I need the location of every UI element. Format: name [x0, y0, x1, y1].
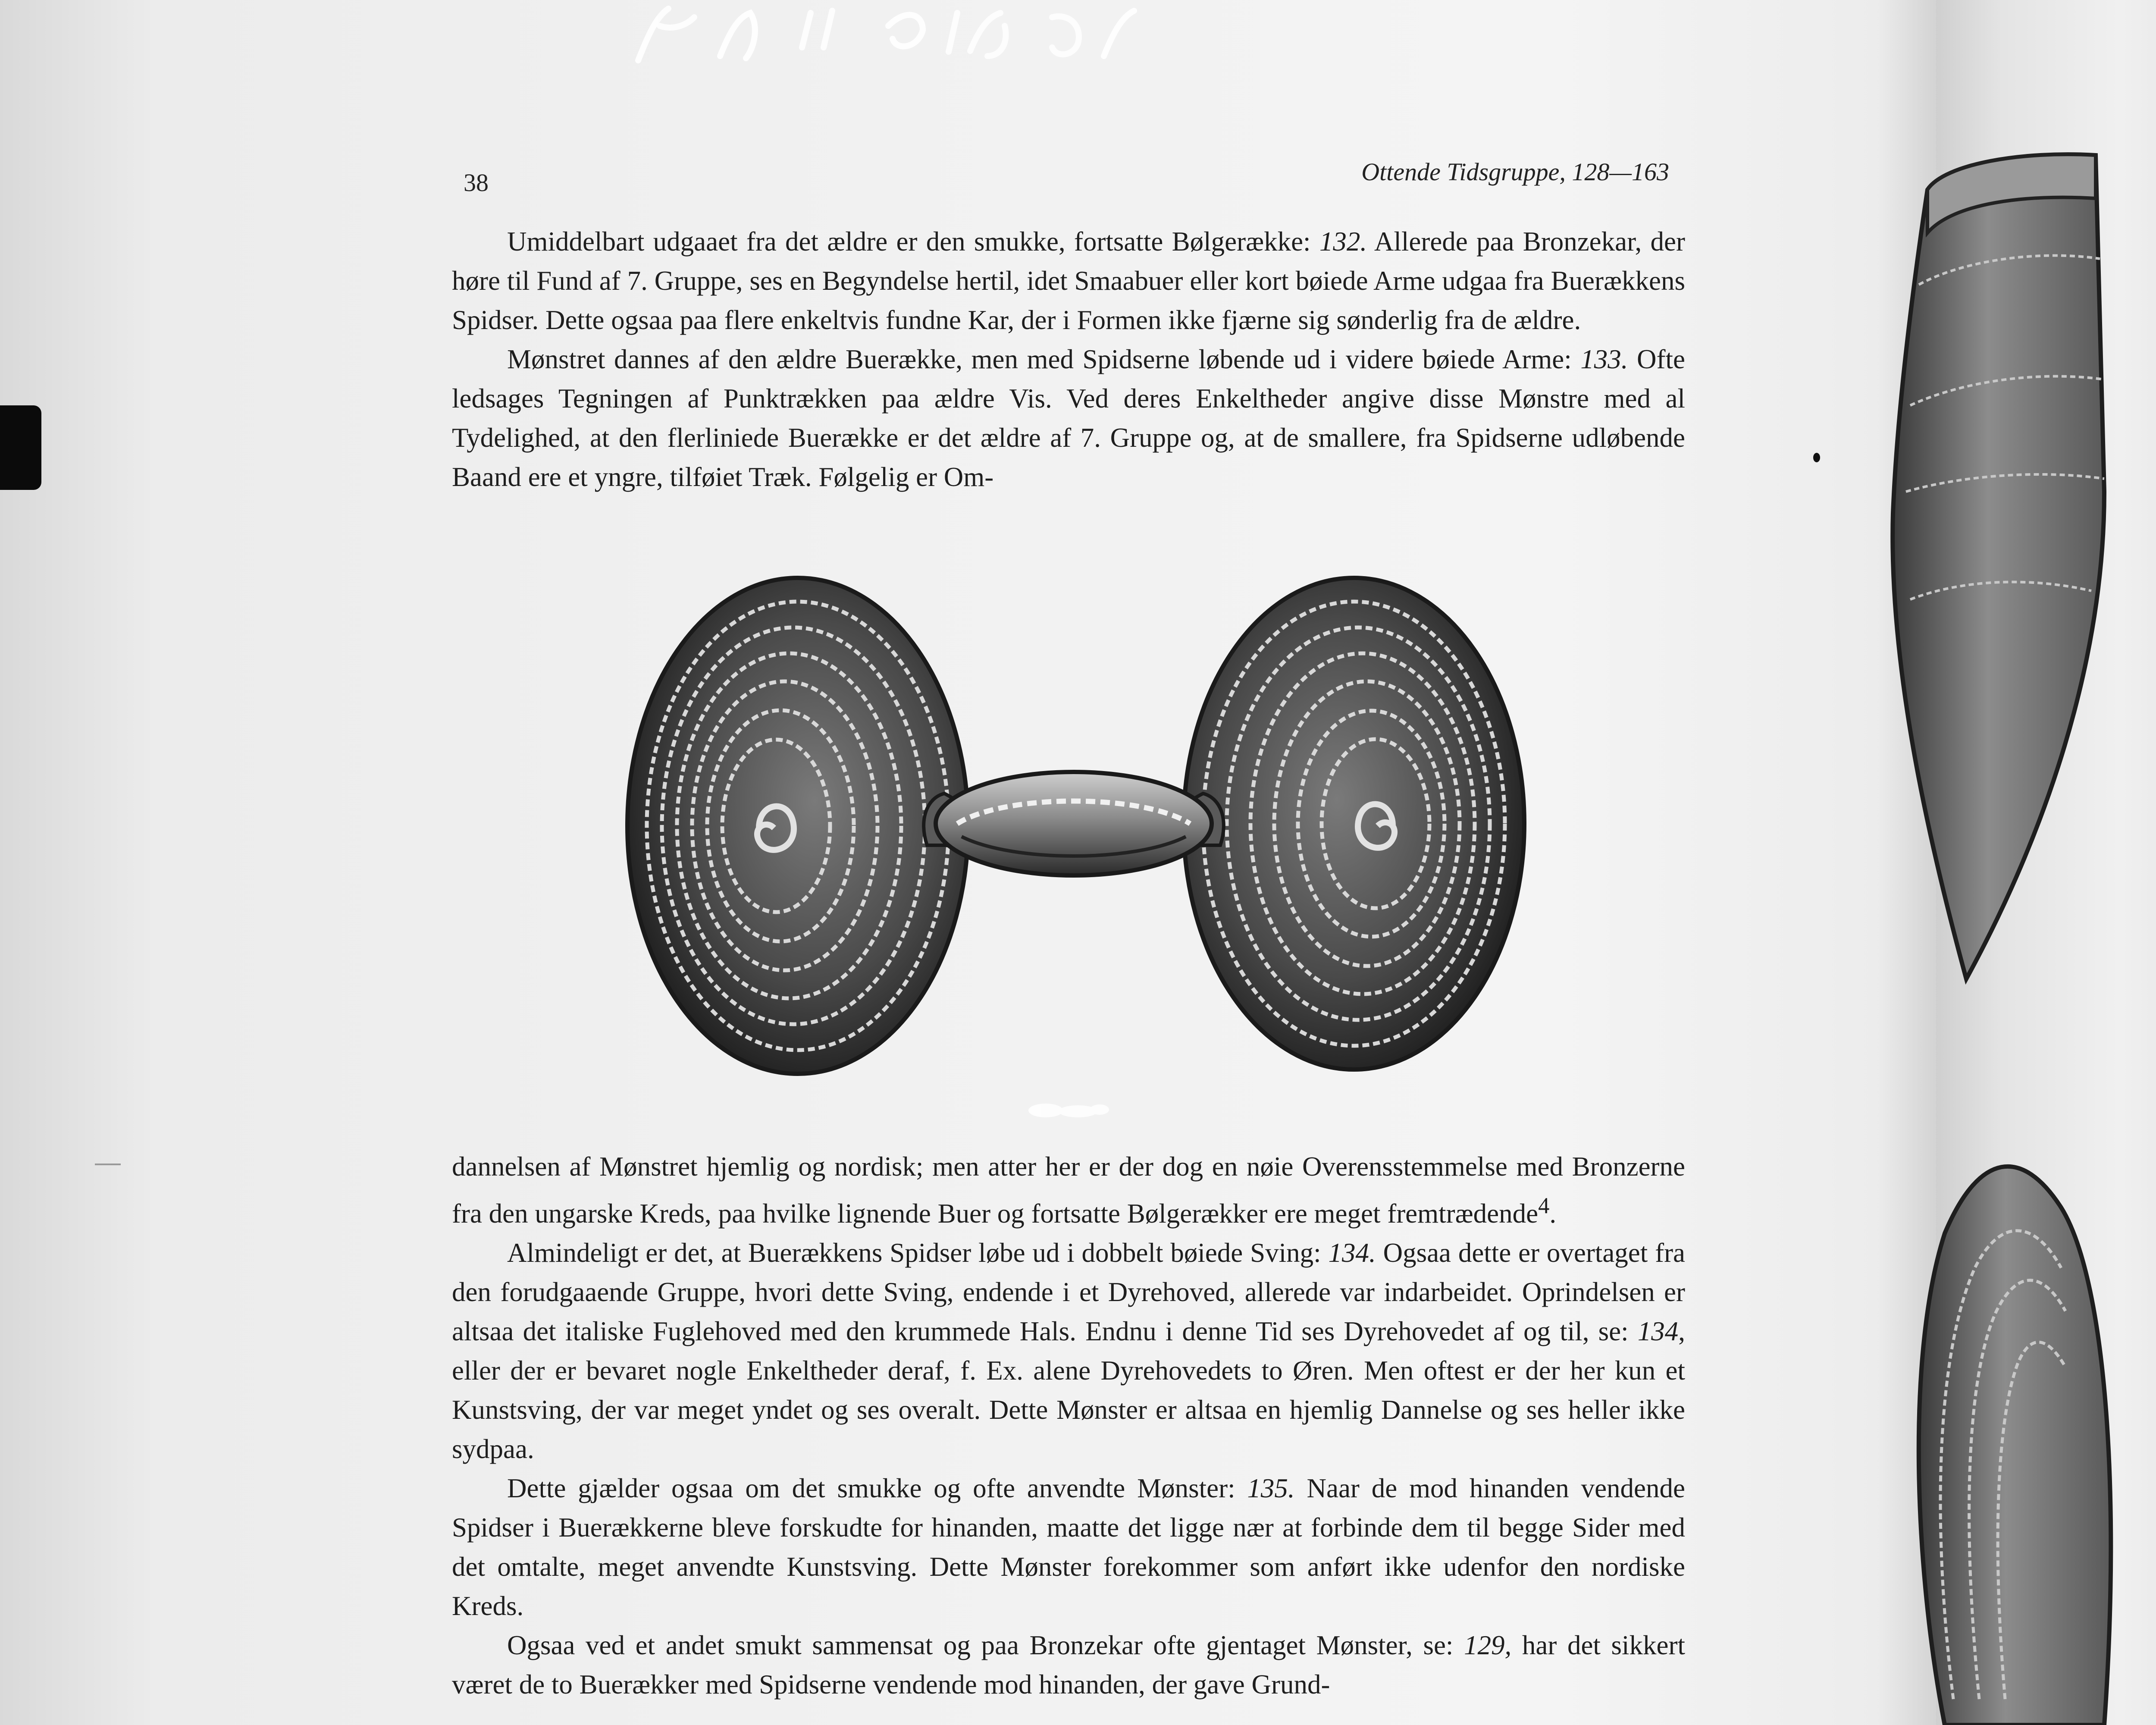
paragraph-text: , eller der er bevaret nogle Enkeltheder deraf, f. Ex. alene Dyrehovedets to Øren. Men oftest er der her kun et Kunstsving, der var meget yndet og ses overalt. Dette Mønster er altsaa en hjemlig Dannelse og ses heller ikke sydpaa. — [452, 1316, 1685, 1464]
gutter-tab — [0, 405, 41, 490]
figure-label-smudge — [1026, 1098, 1112, 1123]
text-block-top — [452, 222, 1685, 497]
paragraph-text: Dette gjælder ogsaa om det smukke og ofte anvendte Mønster: — [507, 1473, 1247, 1503]
figure-reference: 132. — [1319, 226, 1367, 257]
left-spiral-disc — [627, 578, 968, 1074]
paragraph-text: . — [1549, 1198, 1557, 1229]
figure-reference: 133. — [1580, 344, 1628, 374]
bronze-spiral-button-illustration — [617, 569, 1535, 1087]
paragraph-text: Ofte ledsages Tegningen af Punktrækken paa ældre Vis. Ved deres Enkeltheder angive disse Mønstre med al Tydelighed, at den flerliniede Buerække er det ældre af 7. Gruppe og, at de smallere, fra Spidserne udløbende Baand ere et yngre, tilføiet Træk. Følgelig er Om- — [452, 344, 1685, 492]
paragraph — [452, 1147, 1685, 1233]
adjacent-page-illustrations — [1880, 104, 2156, 1725]
paragraph-text: Almindeligt er det, at Buerækkens Spidser løbe ud i dobbelt bøiede Sving: — [507, 1238, 1329, 1268]
paragraph-text: Mønstret dannes af den ældre Buerække, men med Spidserne løbende ud i videre bøiede Arme: — [507, 344, 1581, 374]
footnote-marker: 4 — [1538, 1193, 1550, 1218]
paragraph — [452, 1626, 1685, 1704]
figure-reference: 134 — [1637, 1316, 1679, 1346]
right-spiral-disc — [1184, 578, 1524, 1070]
page-number: 38 — [464, 169, 489, 197]
paragraph-text: Naar de mod hinanden vendende Spidser i Buerækkerne bleve forskudte for hinanden, maatte det ligge nær at forbinde dem til begge Sider med det omtalte, meget anvendte Kunstsving. Dette Mønster forekommer som anført ikke udenfor den nordiske Kreds. — [452, 1473, 1685, 1621]
paragraph-text: Ogsaa ved et andet smukt sammensat og paa Bronzekar ofte gjentaget Mønster, se: — [507, 1630, 1464, 1660]
paragraph — [452, 1469, 1685, 1626]
paragraph-text: dannelsen af Mønstret hjemlig og nordisk; men atter her er der dog en nøie Overensstemmelse med Bronzerne fra den ungarske Kreds, paa hvilke lignende Buer og fortsatte Bølgerækker ere meget fremtrædende — [452, 1151, 1685, 1229]
paragraph — [452, 222, 1685, 340]
bronze-disc-illustration — [1919, 1167, 2111, 1725]
bronze-vessel-illustration — [1893, 154, 2104, 979]
handwritten-negative-mark — [621, 0, 1156, 65]
figure-reference: 129, — [1464, 1630, 1512, 1660]
paragraph-text: Umiddelbart udgaaet fra det ældre er den smukke, fortsatte Bølgerække: — [507, 226, 1319, 257]
figure-reference: 135. — [1247, 1473, 1295, 1503]
text-block-bottom — [452, 1147, 1685, 1704]
paragraph — [452, 1233, 1685, 1469]
running-title: Ottende Tidsgruppe, 128—163 — [1361, 158, 1669, 186]
paragraph — [452, 340, 1685, 497]
connecting-stem — [924, 772, 1224, 875]
paragraph-text: har det sikkert været de to Buerækker med Spidserne vendende mod hinanden, der gave Grund- — [452, 1630, 1686, 1700]
ink-spot — [1813, 453, 1820, 462]
figure-reference: 134. — [1328, 1238, 1376, 1268]
margin-mark — [95, 1164, 121, 1165]
paragraph-text: Ogsaa dette er overtaget fra den forudgaaende Gruppe, hvori dette Sving, endende i et Dyrehoved, allerede var indarbeidet. Oprindelsen er altsaa det italiske Fuglehoved med den krummede Hals. Endnu i denne Tid ses Dyrehovedet af og til, se: — [452, 1238, 1686, 1346]
paragraph-text: Allerede paa Bronzekar, der høre til Fund af 7. Gruppe, ses en Begyndelse hertil, idet Smaabuer eller kort bøiede Arme udgaa fra Buerækkens Spidser. Dette ogsaa paa flere enkeltvis fundne Kar, der i Formen ikke fjærne sig sønderlig fra de ældre. — [452, 226, 1685, 335]
